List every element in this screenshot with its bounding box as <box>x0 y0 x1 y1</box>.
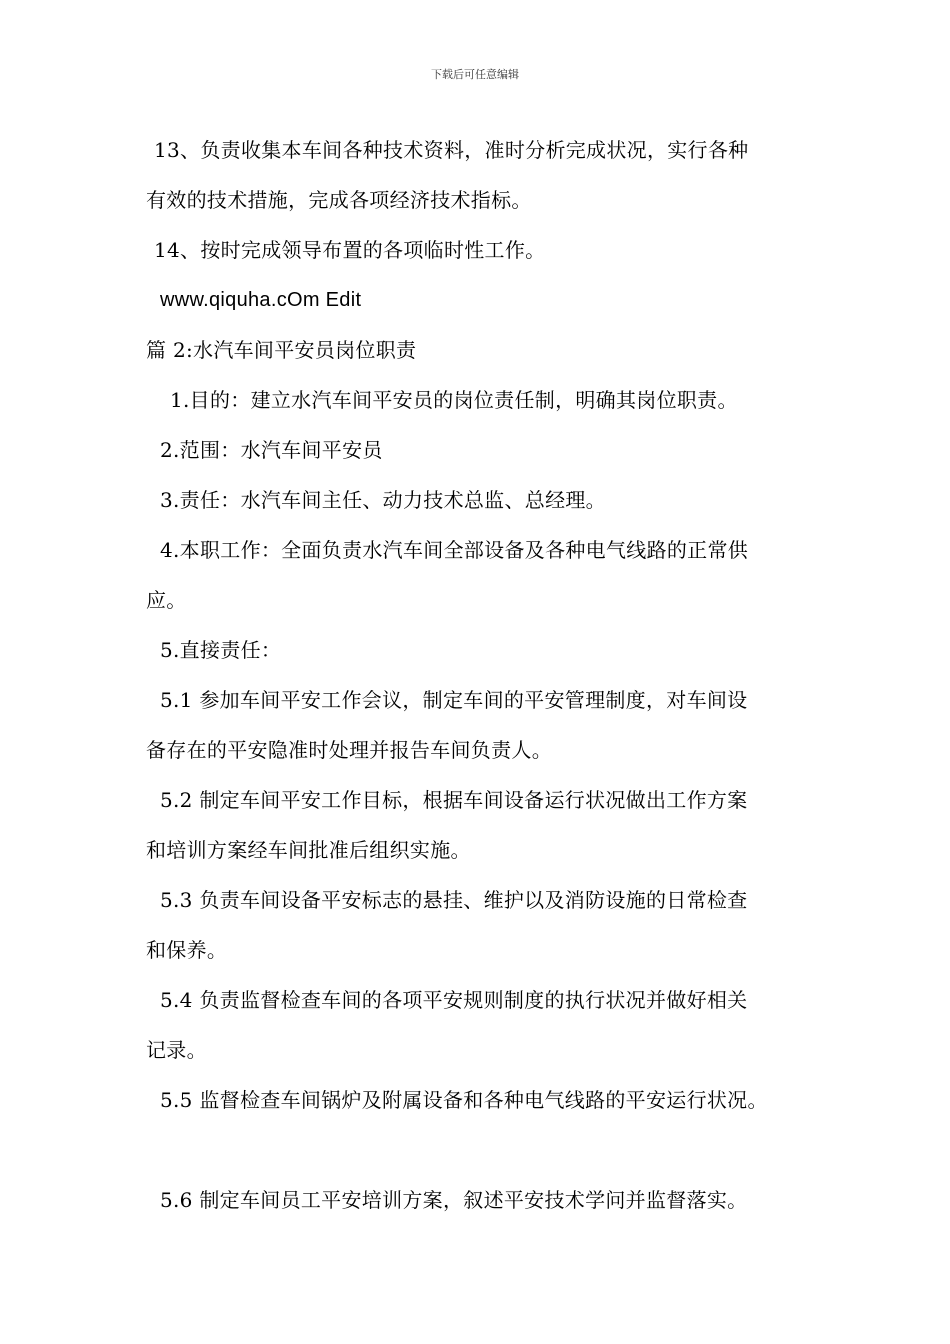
item-5-1-line-1: 5.1 参加车间平安工作会议，制定车间的平安管理制度，对车间设 <box>160 688 748 712</box>
item-4-line-1: 4.本职工作：全面负责水汽车间全部设备及各种电气线路的正常供 <box>160 538 749 562</box>
paragraph-14: 14、按时完成领导布置的各项临时性工作。 <box>154 238 546 262</box>
item-2-scope: 2.范围：水汽车间平安员 <box>160 438 383 462</box>
item-5-2-line-2: 和培训方案经车间批准后组织实施。 <box>146 838 471 862</box>
item-5-3-line-2: 和保养。 <box>146 938 228 962</box>
item-5-2-line-1: 5.2 制定车间平安工作目标，根据车间设备运行状况做出工作方案 <box>160 788 748 812</box>
item-5-3-line-1: 5.3 负责车间设备平安标志的悬挂、维护以及消防设施的日常检查 <box>160 888 748 912</box>
item-5-heading: 5.直接责任： <box>160 638 282 662</box>
item-5-5: 5.5 监督检查车间锅炉及附属设备和各种电气线路的平安运行状况。 <box>160 1088 768 1112</box>
item-5-4-line-2: 记录。 <box>146 1038 207 1062</box>
item-3-responsibility: 3.责任：水汽车间主任、动力技术总监、总经理。 <box>160 488 606 512</box>
item-5-1-line-2: 备存在的平安隐准时处理并报告车间负责人。 <box>146 738 552 762</box>
item-5-6: 5.6 制定车间员工平安培训方案，叙述平安技术学问并监督落实。 <box>160 1188 748 1212</box>
paragraph-13-line-1: 13、负责收集本车间各种技术资料，准时分析完成状况，实行各种 <box>154 138 749 162</box>
item-1-purpose: 1.目的：建立水汽车间平安员的岗位责任制，明确其岗位职责。 <box>170 388 738 412</box>
section-title: 篇 2:水汽车间平安员岗位职责 <box>146 338 417 362</box>
page-header: 下载后可任意编辑 <box>431 68 519 81</box>
item-4-line-2: 应。 <box>146 588 187 612</box>
item-5-4-line-1: 5.4 负责监督检查车间的各项平安规则制度的执行状况并做好相关 <box>160 988 748 1012</box>
paragraph-13-line-2: 有效的技术措施，完成各项经济技术指标。 <box>146 188 532 212</box>
website-link[interactable]: www.qiquha.cOm Edit <box>160 289 362 311</box>
